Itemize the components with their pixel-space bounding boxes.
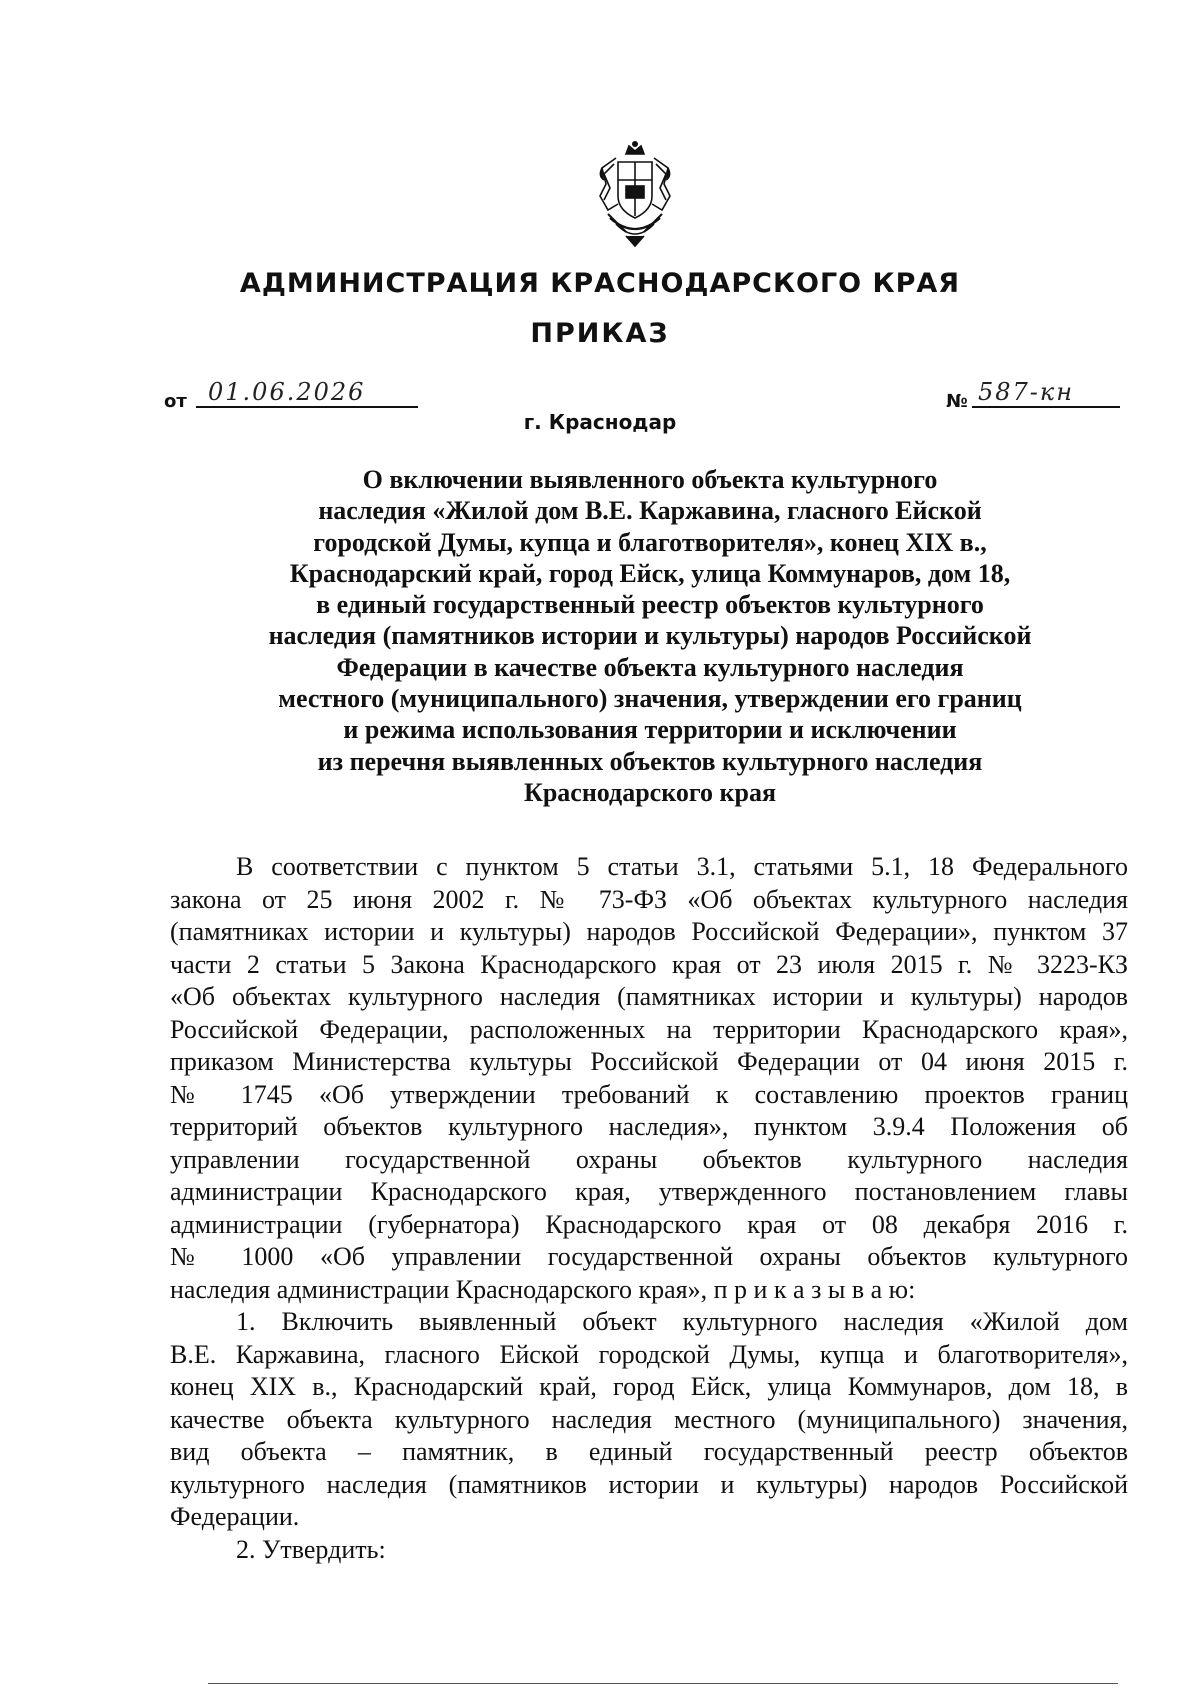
number-value: 587-кн (978, 378, 1075, 406)
order-body (170, 851, 1128, 1566)
coat-of-arms-icon (596, 140, 674, 248)
title-line: наследия (памятников истории и культуры) народов Российской (268, 621, 1032, 651)
body-line: части 2 статьи 5 Закона Краснодарского края от 23 июля 2015 г. № 3223-КЗ (170, 949, 1128, 979)
body-line: администрации (губернатора) Краснодарского края от 08 декабря 2016 г. (170, 1209, 1128, 1239)
title-line: Краснодарского края (523, 777, 777, 807)
document-type: ПРИКАЗ (530, 318, 670, 349)
body-line: конец XIX в., Краснодарский край, город Ейск, улица Коммунаров, дом 18, в (170, 1372, 1128, 1401)
body-line: закона от 25 июня 2002 г. № 73-ФЗ «Об объектах культурного наследия (170, 884, 1128, 914)
order-title (170, 464, 1130, 808)
body-line: приказом Министерства культуры Российской Федерации от 04 июня 2015 г. (170, 1047, 1128, 1076)
body-line: наследия администрации Краснодарского края», п р и к а з ы в а ю: (170, 1274, 916, 1304)
date-field (196, 380, 418, 408)
title-line: Федерации в качестве объекта культурного наследия (336, 652, 964, 682)
body-line: Российской Федерации, расположенных на территории Краснодарского края», (170, 1014, 1128, 1044)
title-line: из перечня выявленных объектов культурного наследия (317, 746, 983, 776)
body-line: администрации Краснодарского края, утвержденного постановлением главы (170, 1177, 1128, 1206)
number-prefix: № (946, 391, 968, 412)
body-line: 2. Утвердить: (236, 1534, 386, 1564)
title-line: О включении выявленного объекта культурного (362, 465, 938, 494)
date-value: 01.06.2026 (208, 378, 366, 406)
body-line: «Об объектах культурного наследия (памятниках истории и культуры) народов (170, 982, 1128, 1011)
title-line: и режима использования территории и исключении (343, 715, 957, 745)
body-line: вид объекта – памятник, в единый государственный реестр объектов (170, 1437, 1128, 1466)
body-line: культурного наследия (памятников истории и культуры) народов Российской (170, 1469, 1128, 1499)
body-line: 1. Включить выявленный объект культурного наследия «Жилой дом (236, 1307, 1128, 1336)
footer-divider (208, 1683, 1118, 1684)
title-line: в единый государственный реестр объектов культурного (316, 590, 984, 620)
body-line: территорий объектов культурного наследия», пунктом 3.9.4 Положения об (170, 1112, 1128, 1141)
body-line: № 1000 «Об управлении государственной охраны объектов культурного (170, 1242, 1128, 1271)
body-line: управлении государственной охраны объектов культурного наследия (170, 1144, 1128, 1174)
body-line: В.Е. Каржавина, гласного Ейской городской Думы, купца и благотворителя», (170, 1339, 1128, 1369)
organization-name: АДМИНИСТРАЦИЯ КРАСНОДАРСКОГО КРАЯ (239, 268, 961, 299)
body-line: Федерации. (170, 1502, 300, 1531)
title-line: наследия «Жилой дом В.Е. Каржавина, гласного Ейской (318, 496, 982, 526)
body-line: качестве объекта культурного наследия местного (муниципального) значения, (170, 1404, 1128, 1434)
title-line: Краснодарский край, город Ейск, улица Коммунаров, дом 18, (289, 558, 1011, 588)
body-line: № 1745 «Об утверждении требований к составлению проектов границ (170, 1079, 1128, 1109)
title-line: местного (муниципального) значения, утверждении его границ (278, 684, 1022, 714)
body-line: В соответствии с пунктом 5 статьи 3.1, статьями 5.1, 18 Федерального (236, 852, 1128, 881)
city: г. Краснодар (523, 410, 677, 434)
number-field (972, 380, 1120, 408)
title-line: городской Думы, купца и благотворителя», конец XIX в., (313, 527, 987, 557)
body-line: (памятниках истории и культуры) народов Российской Федерации», пунктом 37 (170, 917, 1128, 946)
date-prefix: от (164, 391, 187, 412)
